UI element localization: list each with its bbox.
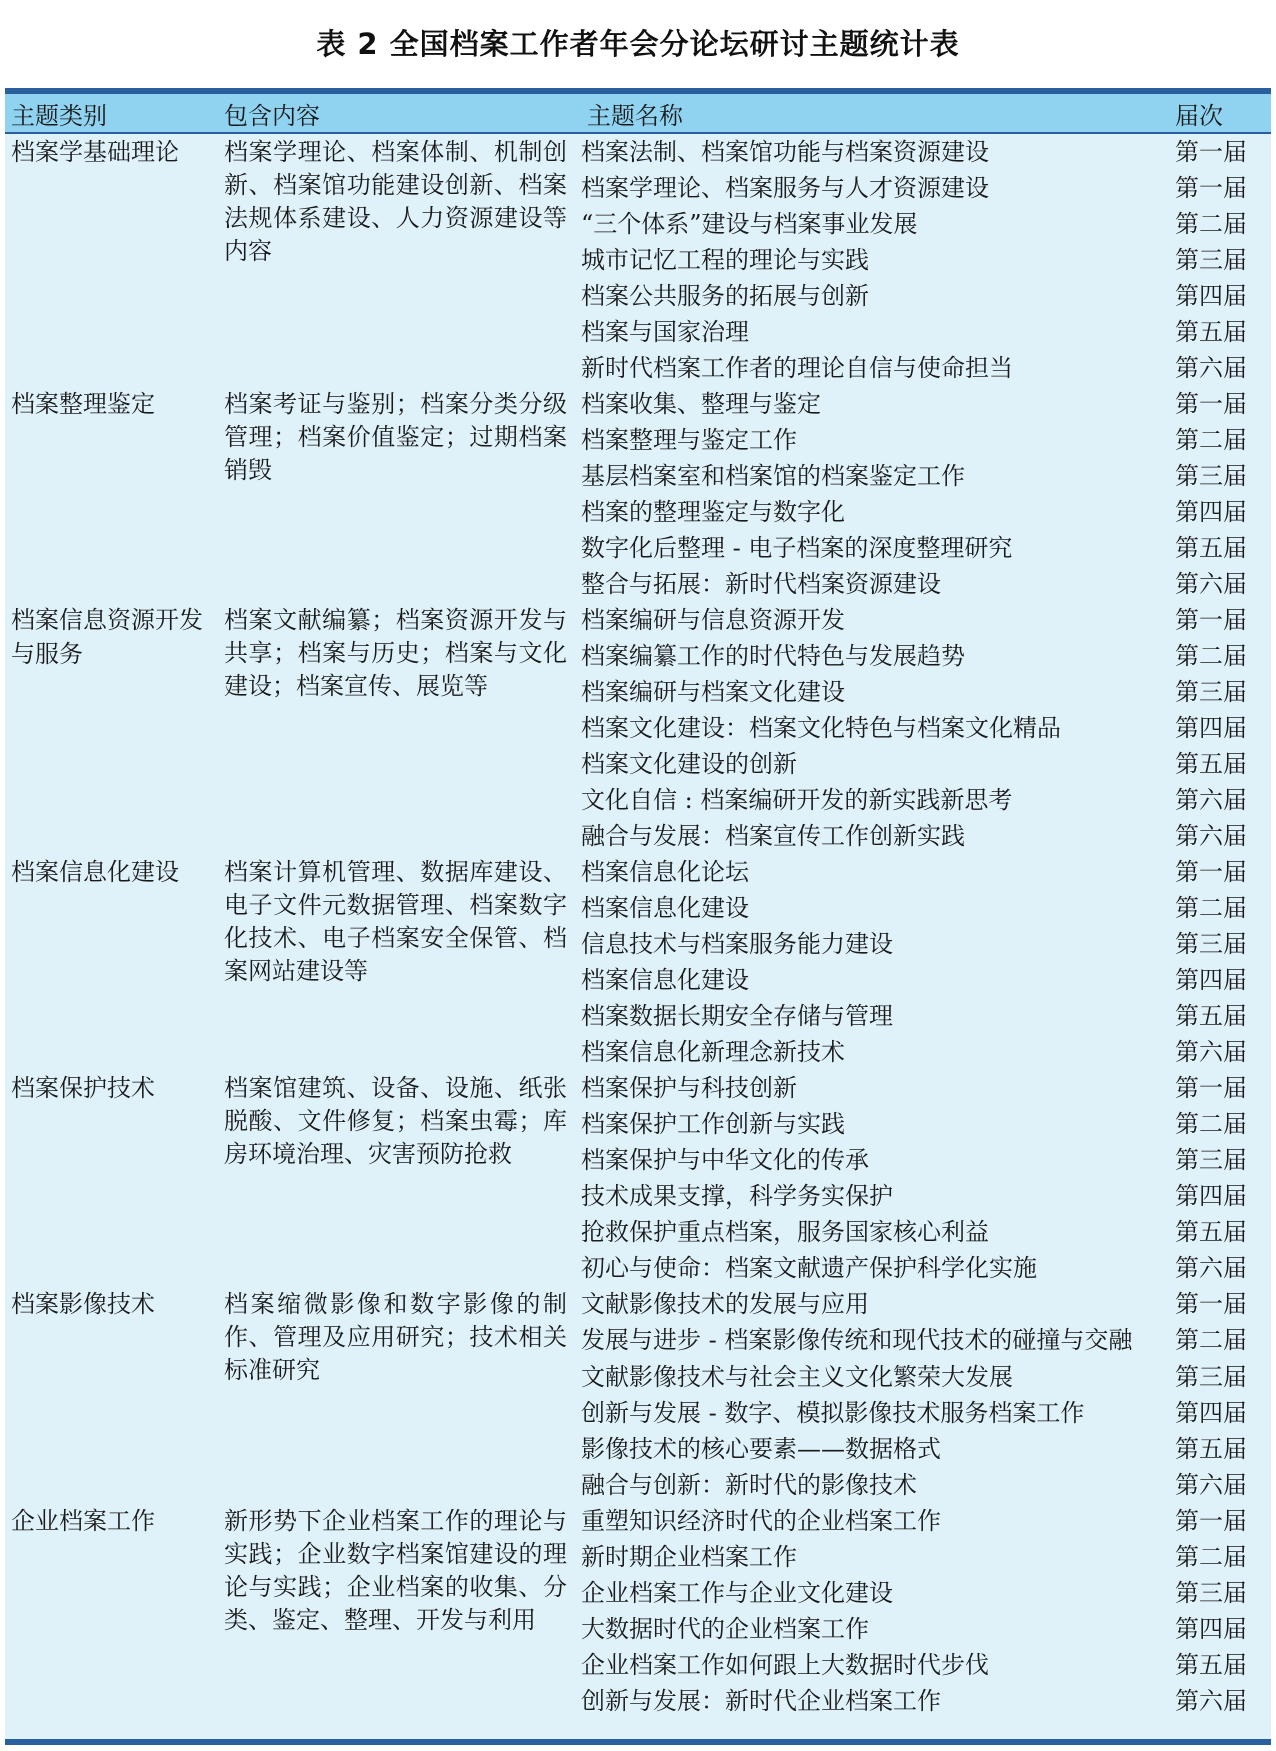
topic-cell: 融合与创新：新时代的影像技术 xyxy=(581,1471,917,1499)
session-cell: 第四届 xyxy=(1175,1182,1247,1210)
session-cell: 第五届 xyxy=(1175,1218,1247,1246)
content-cell: 新形势下企业档案工作的理论与实践；企业数字档案馆建设的理论与实践；企业档案的收集、分类、鉴定、整理、开发与利用 xyxy=(224,1507,567,1634)
table-row xyxy=(5,386,1271,422)
session-cell: 第一届 xyxy=(1175,1074,1247,1102)
topic-cell: 新时期企业档案工作 xyxy=(581,1543,797,1571)
topic-cell: 企业档案工作如何跟上大数据时代步伐 xyxy=(581,1651,989,1679)
header-topic: 主题名称 xyxy=(581,94,1169,133)
topic-cell: 城市记忆工程的理论与实践 xyxy=(581,246,869,274)
topic-cell: 档案文化建设：档案文化特色与档案文化精品 xyxy=(581,714,1061,742)
category-cell: 档案学基础理论 xyxy=(11,138,179,166)
table-row xyxy=(5,1286,1271,1322)
topic-cell: 档案数据长期安全存储与管理 xyxy=(581,1002,893,1030)
session-cell: 第六届 xyxy=(1175,822,1247,850)
category-cell: 企业档案工作 xyxy=(11,1507,155,1535)
session-cell: 第四届 xyxy=(1175,714,1247,742)
topic-cell: 大数据时代的企业档案工作 xyxy=(581,1615,869,1643)
topic-cell: 档案与国家治理 xyxy=(581,318,749,346)
session-cell: 第五届 xyxy=(1175,534,1247,562)
session-cell: 第六届 xyxy=(1175,1471,1247,1499)
session-cell: 第三届 xyxy=(1175,678,1247,706)
category-cell: 档案信息化建设 xyxy=(11,858,179,886)
table-header-row xyxy=(5,94,1271,133)
topic-cell: 创新与发展 - 数字、模拟影像技术服务档案工作 xyxy=(581,1399,1085,1427)
session-cell: 第一届 xyxy=(1175,390,1247,418)
session-cell: 第四届 xyxy=(1175,1615,1247,1643)
session-cell: 第四届 xyxy=(1175,282,1247,310)
topic-cell: 影像技术的核心要素——数据格式 xyxy=(581,1435,941,1463)
topic-cell: 档案信息化新理念新技术 xyxy=(581,1038,845,1066)
topic-cell: 数字化后整理 - 电子档案的深度整理研究 xyxy=(581,534,1013,562)
session-cell: 第三届 xyxy=(1175,1363,1247,1391)
session-cell: 第二届 xyxy=(1175,894,1247,922)
category-cell: 档案信息资源开发与服务 xyxy=(11,606,203,668)
session-cell: 第二届 xyxy=(1175,210,1247,238)
topic-cell: 文化自信 : 档案编研开发的新实践新思考 xyxy=(581,786,1013,814)
session-cell: 第一届 xyxy=(1175,606,1247,634)
header-session: 届次 xyxy=(1169,94,1271,133)
session-cell: 第一届 xyxy=(1175,1507,1247,1535)
session-cell: 第四届 xyxy=(1175,1399,1247,1427)
topic-cell: “三个体系”建设与档案事业发展 xyxy=(581,210,918,238)
topic-cell: 基层档案室和档案馆的档案鉴定工作 xyxy=(581,462,965,490)
session-cell: 第二届 xyxy=(1175,1110,1247,1138)
header-content: 包含内容 xyxy=(218,94,581,133)
session-cell: 第五届 xyxy=(1175,1435,1247,1463)
session-cell: 第三届 xyxy=(1175,1146,1247,1174)
topic-cell: 档案信息化论坛 xyxy=(581,858,749,886)
session-cell: 第一届 xyxy=(1175,858,1247,886)
table-body xyxy=(5,133,1271,1719)
table-container xyxy=(5,88,1271,1745)
session-cell: 第四届 xyxy=(1175,966,1247,994)
session-cell: 第三届 xyxy=(1175,1579,1247,1607)
topic-cell: 档案编研与信息资源开发 xyxy=(581,606,845,634)
session-cell: 第六届 xyxy=(1175,570,1247,598)
topic-cell: 档案学理论、档案服务与人才资源建设 xyxy=(581,174,989,202)
session-cell: 第三届 xyxy=(1175,462,1247,490)
session-cell: 第六届 xyxy=(1175,786,1247,814)
table-row xyxy=(5,854,1271,890)
topic-cell: 企业档案工作与企业文化建设 xyxy=(581,1579,893,1607)
topic-cell: 初心与使命：档案文献遗产保护科学化实施 xyxy=(581,1254,1037,1282)
topic-cell: 创新与发展：新时代企业档案工作 xyxy=(581,1687,941,1715)
session-cell: 第三届 xyxy=(1175,246,1247,274)
session-cell: 第一届 xyxy=(1175,138,1247,166)
topic-cell: 档案保护与中华文化的传承 xyxy=(581,1146,869,1174)
topic-cell: 新时代档案工作者的理论自信与使命担当 xyxy=(581,354,1013,382)
topic-cell: 档案信息化建设 xyxy=(581,894,749,922)
session-cell: 第四届 xyxy=(1175,498,1247,526)
topic-cell: 文献影像技术的发展与应用 xyxy=(581,1290,869,1318)
topic-cell: 发展与进步 - 档案影像传统和现代技术的碰撞与交融 xyxy=(581,1326,1133,1354)
content-cell: 档案文献编纂；档案资源开发与共享；档案与历史；档案与文化建设；档案宣传、展览等 xyxy=(224,606,567,700)
content-cell: 档案缩微影像和数字影像的制作、管理及应用研究；技术相关标准研究 xyxy=(224,1290,567,1384)
topic-cell: 档案编研与档案文化建设 xyxy=(581,678,845,706)
category-cell: 档案保护技术 xyxy=(11,1074,155,1102)
session-cell: 第三届 xyxy=(1175,930,1247,958)
session-cell: 第二届 xyxy=(1175,1543,1247,1571)
session-cell: 第五届 xyxy=(1175,318,1247,346)
content-cell: 档案考证与鉴别；档案分类分级管理；档案价值鉴定；过期档案销毁 xyxy=(224,390,567,484)
session-cell: 第一届 xyxy=(1175,174,1247,202)
session-cell: 第六届 xyxy=(1175,1687,1247,1715)
topic-cell: 重塑知识经济时代的企业档案工作 xyxy=(581,1507,941,1535)
header-category: 主题类别 xyxy=(5,94,218,133)
session-cell: 第六届 xyxy=(1175,1038,1247,1066)
topic-cell: 档案收集、整理与鉴定 xyxy=(581,390,821,418)
topic-cell: 信息技术与档案服务能力建设 xyxy=(581,930,893,958)
topic-cell: 技术成果支撑，科学务实保护 xyxy=(581,1182,893,1210)
topic-cell: 档案信息化建设 xyxy=(581,966,749,994)
topic-cell: 抢救保护重点档案，服务国家核心利益 xyxy=(581,1218,989,1246)
content-cell: 档案馆建筑、设备、设施、纸张脱酸、文件修复；档案虫霉；库房环境治理、灾害预防抢救 xyxy=(224,1074,567,1168)
table-row xyxy=(5,133,1271,170)
topic-cell: 档案整理与鉴定工作 xyxy=(581,426,797,454)
session-cell: 第五届 xyxy=(1175,750,1247,778)
content-cell: 档案学理论、档案体制、机制创新、档案馆功能建设创新、档案法规体系建设、人力资源建设等内容 xyxy=(224,138,567,265)
session-cell: 第二届 xyxy=(1175,642,1247,670)
category-cell: 档案影像技术 xyxy=(11,1290,155,1318)
topic-cell: 整合与拓展：新时代档案资源建设 xyxy=(581,570,941,598)
topic-cell: 档案文化建设的创新 xyxy=(581,750,797,778)
topic-cell: 档案保护与科技创新 xyxy=(581,1074,797,1102)
session-cell: 第六届 xyxy=(1175,354,1247,382)
topic-cell: 档案公共服务的拓展与创新 xyxy=(581,282,869,310)
table-row xyxy=(5,602,1271,638)
topic-cell: 融合与发展：档案宣传工作创新实践 xyxy=(581,822,965,850)
topic-cell: 文献影像技术与社会主义文化繁荣大发展 xyxy=(581,1363,1013,1391)
session-cell: 第六届 xyxy=(1175,1254,1247,1282)
topic-cell: 档案的整理鉴定与数字化 xyxy=(581,498,845,526)
category-cell: 档案整理鉴定 xyxy=(11,390,155,418)
session-cell: 第一届 xyxy=(1175,1290,1247,1318)
content-cell: 档案计算机管理、数据库建设、电子文件元数据管理、档案数字化技术、电子档案安全保管、档案网站建设等 xyxy=(224,858,567,985)
table-title: 表 2 全国档案工作者年会分论坛研讨主题统计表 xyxy=(316,27,960,61)
table-row xyxy=(5,1503,1271,1539)
session-cell: 第二届 xyxy=(1175,1326,1247,1354)
table-row xyxy=(5,1070,1271,1106)
session-cell: 第五届 xyxy=(1175,1651,1247,1679)
topic-statistics-table xyxy=(5,94,1271,1719)
session-cell: 第五届 xyxy=(1175,1002,1247,1030)
session-cell: 第二届 xyxy=(1175,426,1247,454)
topic-cell: 档案编纂工作的时代特色与发展趋势 xyxy=(581,642,965,670)
topic-cell: 档案保护工作创新与实践 xyxy=(581,1110,845,1138)
topic-cell: 档案法制、档案馆功能与档案资源建设 xyxy=(581,138,989,166)
